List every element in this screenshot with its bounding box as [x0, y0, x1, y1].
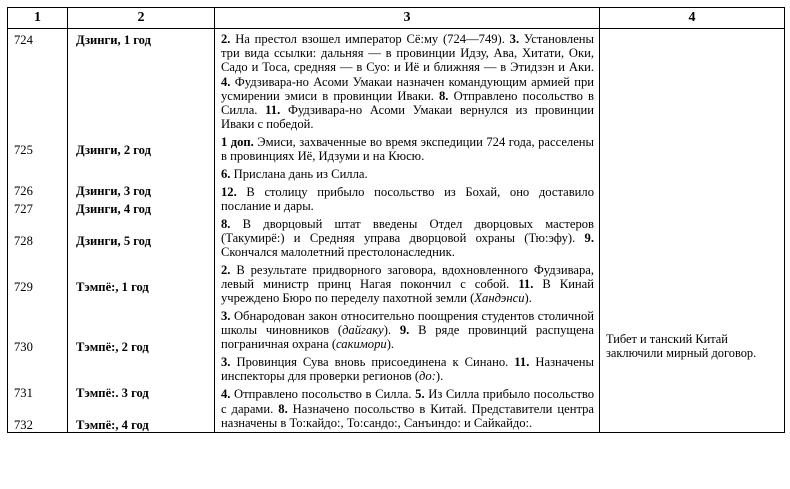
events-text-724: 2. На престол взошел император Сё:му (724—749). 3. Установлены три вида ссылки: дальняя — в провинции Идзу, Ава, Хитати, Оки, Садо и Тоса, средняя — в Суо: и Иё и ближняя — в Этидзэн и Аки. 4. Фудзивара-но Асоми Умакаи назначен командующим армией при усмирении эмиси в провинции Иваки. 8. Отправлено посольство в Силла. 11. Фудзивара-но Асоми Умакаи вернулся из провинции Иваки с победой. — [221, 32, 595, 131]
era-729: Тэмпё:, 1 год — [76, 279, 149, 294]
era-spacer-6 — [68, 354, 214, 382]
events-726 — [215, 164, 599, 182]
table-row — [8, 29, 785, 433]
year-spacer-3 — [8, 216, 67, 230]
year-732: 732 — [14, 418, 33, 433]
era-724: Дзинги, 1 год — [76, 33, 151, 48]
column-header-4: 4 — [600, 8, 785, 29]
events-728 — [215, 214, 599, 260]
era-727: Дзинги, 4 год — [76, 201, 151, 216]
notes-730 — [600, 329, 784, 360]
notes-spacer — [600, 29, 784, 329]
era-spacer-5 — [68, 294, 214, 336]
era-spacer-3 — [68, 216, 214, 230]
chronology-table — [7, 7, 785, 433]
events-text-732: 4. Отправлено посольство в Силла. 5. Из Силла прибыло посольство с дарами. 8. Назначено посольство в Китай. Представители центра назначены в То:кайдо:, То:сандо:, Санъиндо: и Сайкайдо:. — [221, 387, 594, 430]
year-729: 729 — [14, 279, 33, 294]
era-730: Тэмпё:, 2 год — [76, 339, 149, 354]
year-spacer-7 — [8, 400, 67, 414]
year-724: 724 — [14, 33, 33, 48]
notes-text-730: Тибет и танский Китай заключили мирный договор. — [606, 332, 757, 361]
era-731: Тэмпё:. 3 год — [76, 386, 149, 401]
events-text-731: 3. Провинция Сува вновь присоединена к Синано. 11. Назначены инспекторы для проверки регионов (до:). — [221, 355, 594, 384]
year-spacer-1 — [8, 158, 67, 180]
events-730 — [215, 306, 599, 352]
table-body — [8, 29, 785, 433]
events-text-725: 1 доп. Эмиси, захваченные во время экспедиции 724 года, расселены в провинциях Иё, Идзуми и на Кюсю. — [221, 134, 594, 163]
year-column — [8, 29, 68, 433]
column-header-3: 3 — [215, 8, 600, 29]
events-text-726: 6. Прислана дань из Силла. — [221, 166, 368, 181]
year-spacer-5 — [8, 294, 67, 336]
column-header-1: 1 — [8, 8, 68, 29]
events-732 — [215, 384, 599, 430]
notes-column — [600, 29, 785, 433]
year-726: 726 — [14, 183, 33, 198]
year-728: 728 — [14, 233, 33, 248]
era-spacer-1 — [68, 158, 214, 180]
year-731: 731 — [14, 386, 33, 401]
era-728: Дзинги, 5 год — [76, 233, 151, 248]
events-729 — [215, 260, 599, 306]
era-726: Дзинги, 3 год — [76, 183, 151, 198]
year-spacer-6 — [8, 354, 67, 382]
era-spacer-7 — [68, 400, 214, 414]
year-spacer-0 — [8, 47, 67, 139]
events-column — [215, 29, 600, 433]
events-text-730: 3. Обнародован закон относительно поощрения студентов столичной школы чиновников (дайгаку). 9. В ряде провинций распущена пограничная охрана (сакимори). — [221, 309, 594, 352]
era-732: Тэмпё:, 4 год — [76, 418, 149, 433]
events-text-727: 12. В столицу прибыло посольство из Бохай, оно доставило послание и дары. — [221, 184, 594, 213]
events-text-728: 8. В дворцовый штат введены Отдел дворцовых мастеров (Такумирё:) и Средняя управа дворцовой охраны (Тю:эфу). 9. Скончался малолетний престолонаследник. — [221, 216, 594, 260]
year-725: 725 — [14, 143, 33, 158]
column-header-2: 2 — [68, 8, 215, 29]
era-725: Дзинги, 2 год — [76, 143, 151, 158]
year-730: 730 — [14, 339, 33, 354]
events-725 — [215, 132, 599, 164]
year-727: 727 — [14, 201, 33, 216]
events-text-729: 2. В результате придворного заговора, вдохновленного Фудзивара, левый министр принц Нагая покончил с собой. 11. В Кинай учреждено Бюро по переделу пахотной земли (Хандэнси). — [221, 263, 595, 306]
header-row — [8, 8, 785, 29]
era-spacer-0 — [68, 47, 214, 139]
events-731 — [215, 352, 599, 384]
year-spacer-4 — [8, 248, 67, 276]
table-header — [8, 8, 785, 29]
events-727 — [215, 182, 599, 214]
era-spacer-4 — [68, 248, 214, 276]
events-724 — [215, 29, 599, 131]
era-column — [68, 29, 215, 433]
